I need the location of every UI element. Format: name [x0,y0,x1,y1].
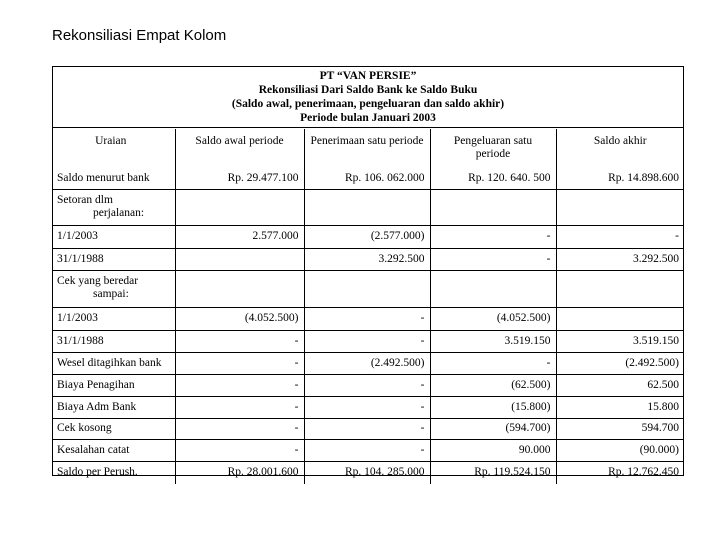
report-title: Rekonsiliasi Dari Saldo Bank ke Saldo Buku [258,84,478,96]
cell-value: 594.700 [556,418,684,439]
report-period: Periode bulan Januari 2003 [300,112,436,124]
cell-value: (594.700) [430,418,556,439]
cell-value: (90.000) [556,439,684,461]
table-row [52,307,684,330]
row-label: Cek kosong [52,418,175,439]
table-row [52,330,684,352]
cell-value: - [175,352,304,374]
table-row [52,189,684,225]
col-penerimaan: Penerimaan satu periode [304,129,430,169]
cell-value: 2.577.000 [175,225,304,248]
cell-value: - [304,418,430,439]
cell-value: - [175,418,304,439]
table-row [52,248,684,270]
col-saldo-akhir: Saldo akhir [556,129,684,169]
row-label: 1/1/2003 [52,307,175,330]
row-label [52,189,175,225]
cell-value: - [304,330,430,352]
table-row [52,225,684,248]
cell-value: - [175,439,304,461]
setoran-label-line1: Setoran dlm [57,193,113,206]
cell-value: 90.000 [430,439,556,461]
cell-value: (4.052.500) [430,307,556,330]
cell-value: - [556,225,684,248]
cell-value: - [304,439,430,461]
col-uraian: Uraian [95,135,127,147]
cell-value: (2.492.500) [556,352,684,374]
cell-value: (2.577.000) [304,225,430,248]
cell-value: Rp. 29.477.100 [175,169,304,189]
row-label: Saldo per Perush. [52,461,175,484]
cell-value: 3.519.150 [430,330,556,352]
cell-value: (2.492.500) [304,352,430,374]
table-row [52,374,684,396]
cell-value: - [430,352,556,374]
cell-value: - [175,396,304,418]
table-row [52,396,684,418]
cell-value: Rp. 106. 062.000 [304,169,430,189]
row-label: 31/1/1988 [52,248,175,270]
col-saldo-awal: Saldo awal periode [175,129,304,169]
cell-value: 3.292.500 [556,248,684,270]
report-subtitle: (Saldo awal, penerimaan, pengeluaran dan saldo akhir) [231,98,505,110]
cell-value: - [304,396,430,418]
header-divider [52,127,684,128]
cell-value: - [175,330,304,352]
slide-title: Rekonsiliasi Empat Kolom [52,27,227,44]
cell-value: 62.500 [556,374,684,396]
table-row [52,418,684,439]
cell-value: (62.500) [430,374,556,396]
col-pengeluaran: Pengeluaran satu periode [430,129,556,169]
row-label: Biaya Penagihan [52,374,175,396]
cell-value: Rp. 120. 640. 500 [430,169,556,189]
cell-value: (15.800) [430,396,556,418]
table-row [52,270,684,307]
cell-value: (4.052.500) [175,307,304,330]
cell-value: 3.519.150 [556,330,684,352]
cell-value: Rp. 104. 285.000 [304,461,430,484]
cek-label-line1: Cek yang beredar [57,274,139,287]
row-label: Wesel ditagihkan bank [52,352,175,374]
row-label: Biaya Adm Bank [52,396,175,418]
cell-value: - [304,307,430,330]
company-name: PT “VAN PERSIE” [319,70,417,82]
setoran-label-line2: perjalanan: [93,206,145,219]
cell-value: - [175,374,304,396]
table-row [52,352,684,374]
cell-value: - [304,374,430,396]
cell-value [175,248,304,270]
cell-value: - [430,248,556,270]
cell-value: Rp. 28.001.600 [175,461,304,484]
cell-value: Rp. 14.898.600 [556,169,684,189]
row-label: 31/1/1988 [52,330,175,352]
cell-value: - [430,225,556,248]
cell-value: 3.292.500 [304,248,430,270]
row-label [52,270,175,307]
row-label: Kesalahan catat [52,439,175,461]
table-row [52,461,684,484]
table-row [52,439,684,461]
column-header-row [52,129,684,169]
row-label: 1/1/2003 [52,225,175,248]
cell-value: 15.800 [556,396,684,418]
cell-value [556,307,684,330]
table-row [52,169,684,189]
reconciliation-table [52,129,684,484]
row-label: Saldo menurut bank [57,172,150,185]
table-header [52,69,684,125]
cek-label-line2: sampai: [93,287,129,300]
cell-value: Rp. 119.524.150 [430,461,556,484]
cell-value: Rp. 12.762.450 [556,461,684,484]
